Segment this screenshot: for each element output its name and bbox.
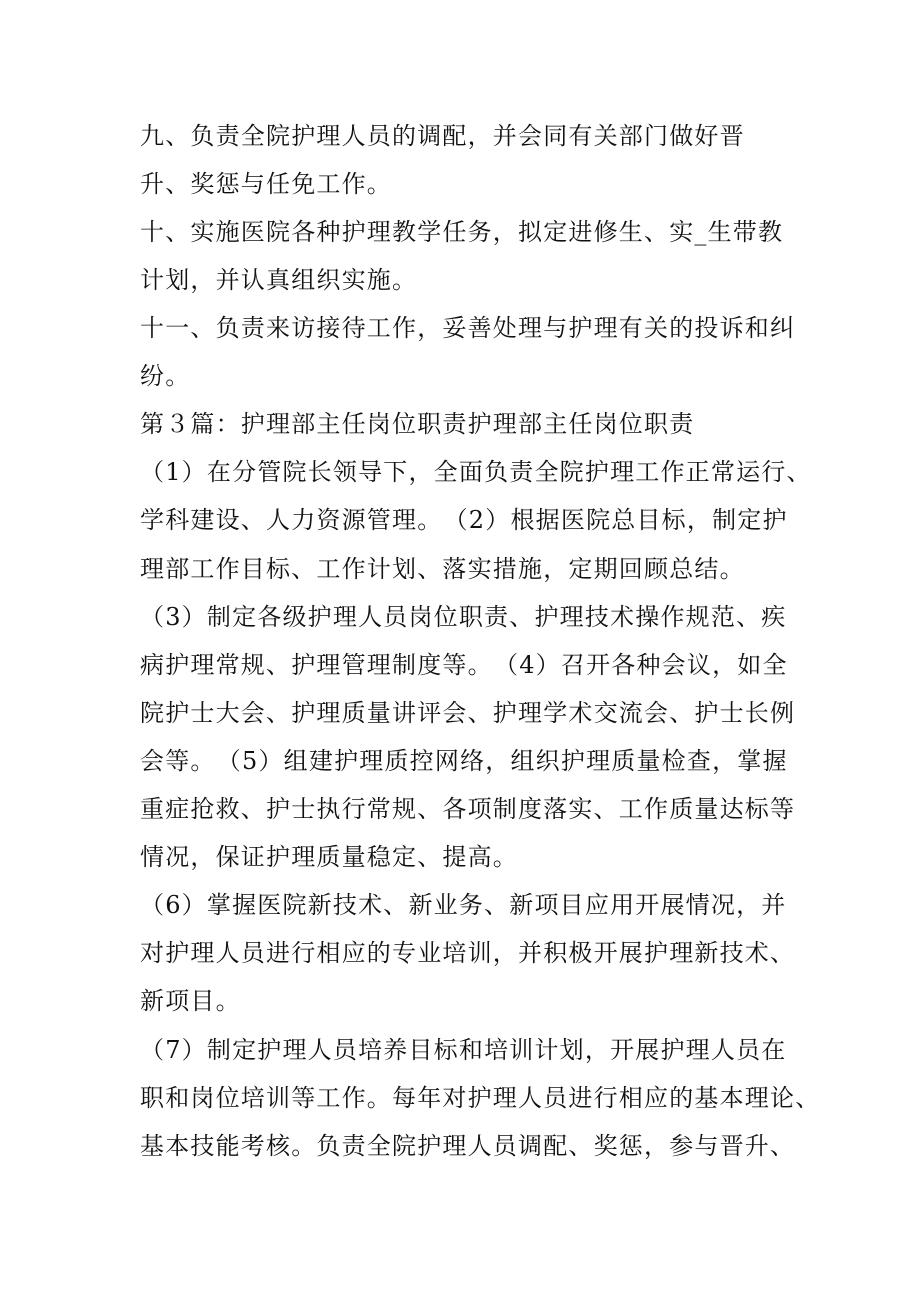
text-line: 学科建设、人力资源管理。 （2）根据医院总目标，制定护: [140, 506, 788, 534]
text-line: （1）在分管院长领导下，全面负责全院护理工作正常运行、: [140, 458, 812, 486]
text-line: 计划，并认真组织实施。: [140, 266, 418, 294]
text-line: 病护理常规、护理管理制度等。 （4）召开各种会议，如全: [140, 651, 788, 679]
text-line: 对护理人员进行相应的专业培训，并积极开展护理新技术、: [140, 939, 796, 967]
text-line: 新项目。: [140, 987, 241, 1015]
text-line: 会等。 （5）组建护理质控网络，组织护理质量检查，掌握: [140, 747, 788, 775]
text-line: （6）掌握医院新技术、新业务、新项目应用开展情况，并: [140, 891, 787, 919]
text-line: 九、负责全院护理人员的调配，并会同有关部门做好晋: [140, 122, 745, 150]
text-line: 基本技能考核。负责全院护理人员调配、奖惩，参与晋升、: [140, 1132, 796, 1160]
text-line: 十、实施医院各种护理教学任务，拟定进修生、实_生带教: [140, 218, 784, 246]
text-line: 理部工作目标、工作计划、落实措施，定期回顾总结。: [140, 555, 745, 583]
text-line: 重症抢救、护士执行常规、各项制度落实、工作质量达标等: [140, 795, 796, 823]
text-line: 纷。: [140, 362, 191, 390]
text-line: （3）制定各级护理人员岗位职责、护理技术操作规范、疾: [140, 603, 787, 631]
text-line: 升、奖惩与任免工作。: [140, 170, 392, 198]
text-line: 院护士大会、护理质量讲评会、护理学术交流会、护士长例: [140, 699, 796, 727]
text-line: 十一、负责来访接待工作，妥善处理与护理有关的投诉和纠: [140, 314, 796, 342]
text-line: 职和岗位培训等工作。每年对护理人员进行相应的基本理论、: [140, 1084, 821, 1112]
text-line: （7）制定护理人员培养目标和培训计划，开展护理人员在: [140, 1036, 787, 1064]
text-line: 情况，保证护理质量稳定、提高。: [140, 843, 518, 871]
section-heading: 第３篇：护理部主任岗位职责护理部主任岗位职责: [140, 410, 695, 438]
